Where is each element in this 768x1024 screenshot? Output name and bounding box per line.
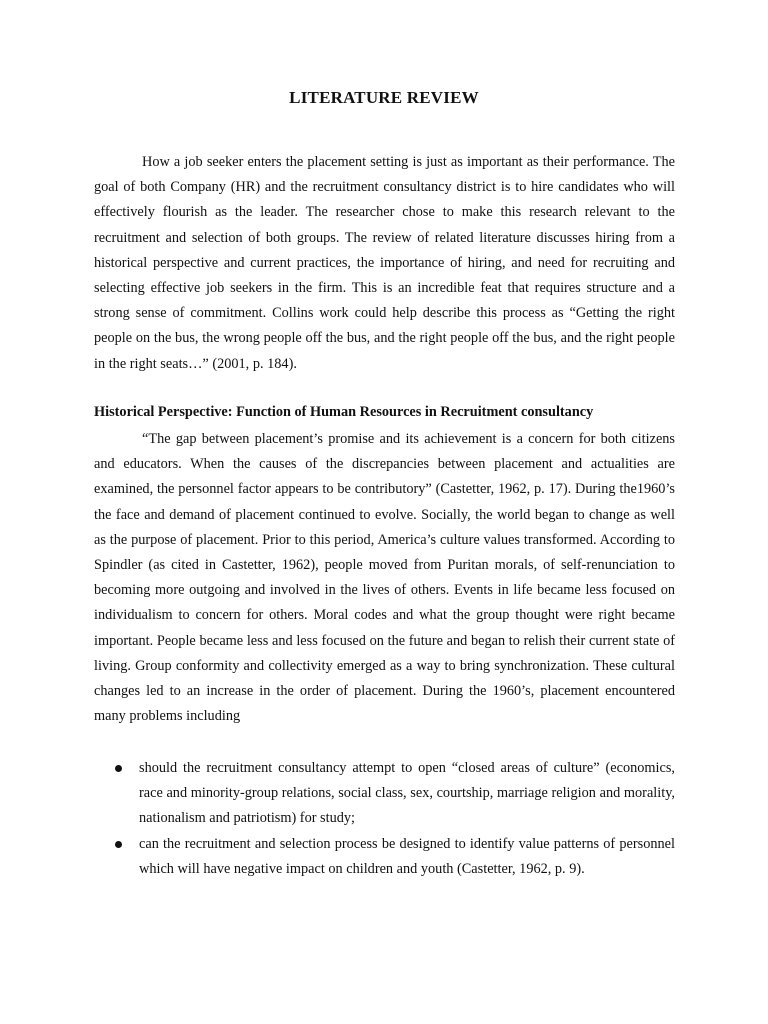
history-paragraph-text: “The gap between placement’s promise and its achievement is a concern for both citizens and educators. When the causes of the discrepancies between placement and actualities are examined, the personnel factor appears to be contributory” (Castetter, 1962, p. 17). During the1960’s the face and demand of placement continued to evolve. Socially, the world began to change as well as the purpose of placement. Prior to this period, America’s culture values transformed. According to Spindler (as cited in Castetter, 1962), people moved from Puritan morals, of self-renunciation to becoming more outgoing and involved in the lives of others. Events in life became less focused on individualism to concern for others. Moral codes and what the group thought were right became important. People became less and less focused on the future and began to relish their current state of living. Group conformity and collectivity emerged as a way to bring synchronization. These cultural changes led to an increase in the order of placement. During the 1960’s, placement encountered many problems including xyxy=(94,431,675,725)
bullet-icon xyxy=(115,765,122,772)
list-item xyxy=(94,832,675,882)
list-item xyxy=(94,756,675,832)
intro-paragraph xyxy=(94,150,675,377)
bullet-list xyxy=(94,756,675,882)
bullet-icon xyxy=(115,841,122,848)
section-heading: Historical Perspective: Function of Human Resources in Recruitment consultancy xyxy=(94,404,594,420)
intro-paragraph-text: How a job seeker enters the placement setting is just as important as their performance. The goal of both Company (HR) and the recruitment consultancy district is to hire candidates who will effectively flourish as the leader. The researcher chose to make this research relevant to the recruitment and selection of both groups. The review of related literature discusses hiring from a historical perspective and current practices, the importance of hiring, and need for recruiting and selecting effective job seekers in the firm. This is an incredible feat that requires structure and a strong sense of commitment. Collins work could help describe this process as “Getting the right people on the bus, the wrong people off the bus, and the right people off the bus, and the right people in the right seats…” (2001, p. 184). xyxy=(94,154,675,372)
page-title: LITERATURE REVIEW xyxy=(289,88,479,107)
list-item-text: should the recruitment consultancy attempt to open “closed areas of culture” (economics, race and minority-group relations, social class, sex, courtship, marriage religion and morality, nationalism and patriotism) for study; xyxy=(139,760,675,827)
history-paragraph xyxy=(94,427,675,729)
list-item-text: can the recruitment and selection process be designed to identify value patterns of personnel which will have negative impact on children and youth (Castetter, 1962, p. 9). xyxy=(139,835,675,877)
